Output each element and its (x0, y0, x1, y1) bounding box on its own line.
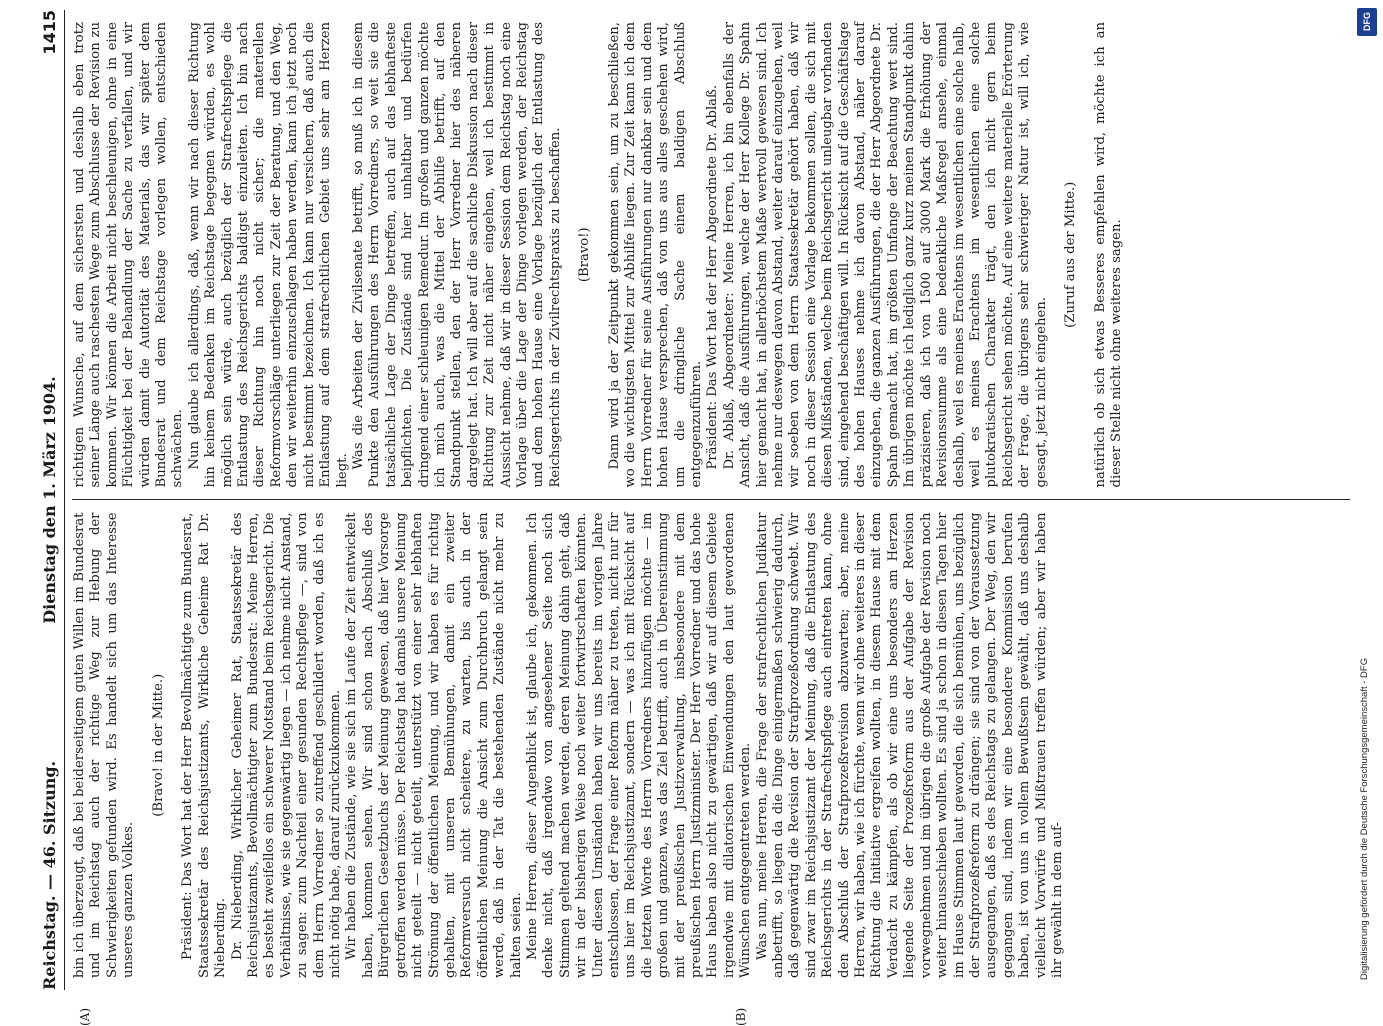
paragraph: natürlich ob sich etwas Besseres empfehlen wird, möchte ich an dieser Stelle nicht ohne weiteres sagen. (1092, 22, 1125, 488)
dfg-logo: DFG (1357, 8, 1377, 36)
paragraph: Was nun, meine Herren, die Frage der strafrechtlichen Judikatur anbetrifft, so liegen da die Dinge einigermaßen schwierig dadurch, daß gegenwärtig die Revision der Strafprozeßordnung schwebt. Wir sind zwar im Reichsjustizamt der Meinung, daß die Entlastung des Reichsgerichts in der Strafrechtspflege auch eintreten kann, ohne den Abschluß der Strafprozeßrevision abzuwarten; aber, meine Herren, wir haben, wie ich fürchte, wenn wir ohne weiteres in dieser Richtung die Initiative ergreifen wollten, in diesem Hause mit dem Verdacht zu kämpfen, als ob wir eine uns besonders am Herzen liegende Seite der Prozeßreform aus der Aufgabe der Revision vorwegnehmen und im übrigen die große Aufgabe der Revision noch weiter hinausschieben wollten. Es sind ja schon in diesen Tagen hier im Hause Stimmen laut geworden, die sich bemühen, uns bezüglich der Strafprozeßreform zu drängen; sie sind von der Voraussetzung ausgegangen, daß es des Reichstags zu gelangen. Der Weg, den wir gegangen sind, indem wir eine besondere Kommission berufen haben, ist von uns in vollem Bewußtsein gewählt, daß uns deshalb vielleicht Vorwürfe und Mißtrauen treffen würden; aber wir haben ihr gewählt in dem auf- (754, 512, 1065, 978)
rotated-page (34, 0, 1354, 1026)
paragraph: Was die Arbeiten der Zivilsenate betrifft, so muß ich in diesem Punkte den Ausführungen des Herrn Vorredners, so weit sie die tatsächliche Lage der Dinge betreffen, auch auf das lebhafteste beipflichten. Die Zustände sind hier unhaltbar und bedürfen dringend einer schleunigen Remedur. Im großen und ganzen möchte ich mich auch, was die Mittel der Abhilfe betrifft, auf den Standpunkt stellen, den der Herr Vorredner hier des näheren dargelegt hat. Ich will aber auf die sachliche Diskussion nach dieser Richtung zur Zeit nicht näher eingehen, weil ich bestimmt in Aussicht nehme, daß wir in dieser Session dem Reichstag noch eine Vorlage über die Lage der Dinge vorlegen werden, der Reichstag und dem hohen Hause eine Vorlage bezüglich der Entlastung des Reichsgerichts in der Zivilrechtspraxis zu beschaffen. (350, 22, 563, 488)
paragraph: Dann wird ja der Zeitpunkt gekommen sein, um zu beschließen, wo die wichtigsten Mittel zur Abhilfe liegen. Zur Zeit kann ich dem Herrn Vorredner für seine Ausführungen nur dankbar sein und dem hohen Hause versprechen, daß von uns aus alles geschehen wird, um die dringliche Sache einem baldigen Abschluß entgegenzuführen. (606, 22, 704, 488)
paragraph: Dr. Ablaß, Abgeordneter: Meine Herren, ich bin ebenfalls der Ansicht, daß die Ausführungen, welche der Herr Kollege Dr. Spahn hier gemacht hat, in allerhöchstem Maße wertvoll gewesen sind. Ich nehme nur deswegen davon Abstand, weiter darauf einzugehen, weil wir soeben von dem Herrn Staatssekretär gehört haben, daß wir noch in dieser Session eine Vorlage bekommen sollen, die sich mit diesen Mißständen, welche beim Reichsgericht unleugbar vorhanden sind, eingehend beschäftigen will. In Rücksicht auf die Geschäftslage des hohen Hauses nehme ich davon Abstand, näher darauf einzugehen, die ganzen Ausführungen, die der Herr Abgeordnete Dr. Spahn gemacht hat, im größten Umfange der Beachtung wert sind. Im übrigen möchte ich lediglich ganz kurz meinen Standpunkt dahin präzisieren, daß ich von 1500 auf 3000 Mark die Erhöhung der Revisionssumme als eine bedenkliche Maßregel ansehe, einmal deshalb, weil es meines Erachtens im wesentlichen eine solche halb, weil es meines Erachtens im wesentlichen eine solche plutokratischen Charakter trägt, den ich nicht gern beim Reichsgericht sehen möchte. Auf eine weitere materielle Erörterung der Frage, die übrigens sehr schwieriger Natur ist, will ich, wie gesagt, jetzt nicht eingehen. (721, 22, 1049, 488)
paragraph: Dr. Nieberding, Wirklicher Geheimer Rat, Staatssekretär des Reichsjustizamts, Bevollmächtigter zum Bundesrat: Meine Herren, es besteht zweifellos ein schwerer Notstand beim Reichsgericht. Die Verhältnisse, wie sie gegenwärtig liegen — ich nehme nicht Anstand, zu sagen: zum Nachteil einer gesunden Rechtspflege —, sind von dem Herrn Vorredner so zutreffend geschildert worden, daß ich es nicht nötig habe, darauf zurückzukommen. (229, 512, 344, 978)
paragraph: Wir haben die Zustände, wie sie sich im Laufe der Zeit entwickelt haben, kommen sehen. Wir sind schon nach Abschluß des Bürgerlichen Gesetzbuchs der Meinung gewesen, daß hier Vorsorge getroffen werden müsse. Der Reichstag hat damals unsere Meinung nicht geteilt — nicht geteilt, unterstützt von einer sehr lebhaften Strömung der öffentlichen Meinung, und wir haben es für richtig gehalten, mit unseren Bemühungen, damit ein zweiter Reformversuch nicht scheitere, zu warten, bis auch in der öffentlichen Meinung die Ansicht zum Durchbruch gelangt sein werde, daß in der Tat die bestehenden Zustände nicht mehr zu halten seien. (344, 512, 524, 978)
left-column (72, 500, 1350, 991)
header-left: Reichstag. — 46. Sitzung. (39, 760, 59, 990)
header-date: Dienstag den 1. März 1904. (39, 376, 59, 624)
paragraph: bin ich überzeugt, daß bei beiderseitigem guten Willen im Bundesrat und im Reichstag auch der richtige Weg zur Hebung der Schwierigkeiten gefunden wird. Es handelt sich um das Interesse unseres ganzen Volkes. (72, 512, 137, 978)
page-content (34, 0, 1354, 1026)
page-header (34, 10, 65, 990)
digitization-note: Digitalisierung gefördert durch die Deutsche Forschungsgemeinschaft - DFG (1359, 657, 1370, 980)
text-columns (72, 10, 1350, 990)
interjection: (Bravo!) (577, 227, 593, 283)
interjection: (Zuruf aus der Mitte.) (1063, 181, 1079, 328)
margin-marker-b: (B) (734, 1007, 748, 1026)
paragraph: Nun glaube ich allerdings, daß, wenn wir nach dieser Richtung hin keinem Bedenken im Reichstage begegnen würden, es wohl möglich sein würde, auch bezüglich der Strafrechtspflege die Entlastung des Reichsgerichts baldigst einzuleiten. Ich bin nach dieser Richtung hin noch nicht sicher; die materiellen Reformvorschläge unterliegen zur Zeit der Beratung, und den Weg, den wir weiterhin einzuschlagen haben werden, kann ich jetzt noch nicht bestimmt bezeichnen. Ich kann nur versichern, daß auch die Entlastung auf dem strafrechtlichen Gebiet uns sehr am Herzen liegt. (186, 22, 350, 488)
paragraph: richtigen Wunsche, auf dem sichersten und deshalb eben trotz seiner Länge auch raschesten Wege zum Abschlusse der Revision zu kommen. Wir können die Arbeit nicht beschleunigen, ohne in eine Flüchtigkeit bei der Behandlung der Sache zu verfallen, und wir würden damit die Autorität des Materials, das wir später dem Bundesrat und dem Reichstage vorlegen wollen, entschieden schwächen. (72, 22, 186, 488)
right-column (72, 10, 1350, 500)
paragraph: Präsident: Das Wort hat der Herr Abgeordnete Dr. Ablaß. (705, 84, 721, 470)
page-number: 1415 (39, 9, 59, 55)
paragraph: Präsident: Das Wort hat der Herr Bevollmächtigte zum Bundesrat, Staatssekretär des Reichsjustizamts, Wirkliche Geheime Rat Dr. Nieberding. (180, 512, 229, 978)
margin-marker-a: (A) (78, 1007, 92, 1026)
paragraph: Meine Herren, dieser Augenblick ist, glaube ich, gekommen. Ich denke nicht, daß irgendwo von angesehener Seite noch sich Stimmen geltend machen werden, deren Meinung dahin geht, daß wir in der bisherigen Weise noch weiter fortwirtschaften könnten. Unter diesen Umständen haben wir uns bereits im vorigen Jahre entschlossen, der Frage einer Reform näher zu treten, nicht nur für uns hier im Reichsjustizamt, sondern — was ich mit Rücksicht auf die letzten Worte des Herrn Vorredners hinzufügen möchte — im großen und ganzen, was das Ziel betrifft, auch in Übereinstimmung mit der preußischen Justizverwaltung, insbesondere mit dem preußischen Herrn Justizminister. Der Herr Vorredner und das hohe Haus haben also nicht zu gewärtigen, daß wir auf diesem Gebiete irgendwie mit dilatorischen Einwendungen den laut gewordenen Wünschen entgegentreten werden. (524, 512, 754, 978)
interjection: (Bravo! in der Mitte.) (150, 673, 166, 817)
